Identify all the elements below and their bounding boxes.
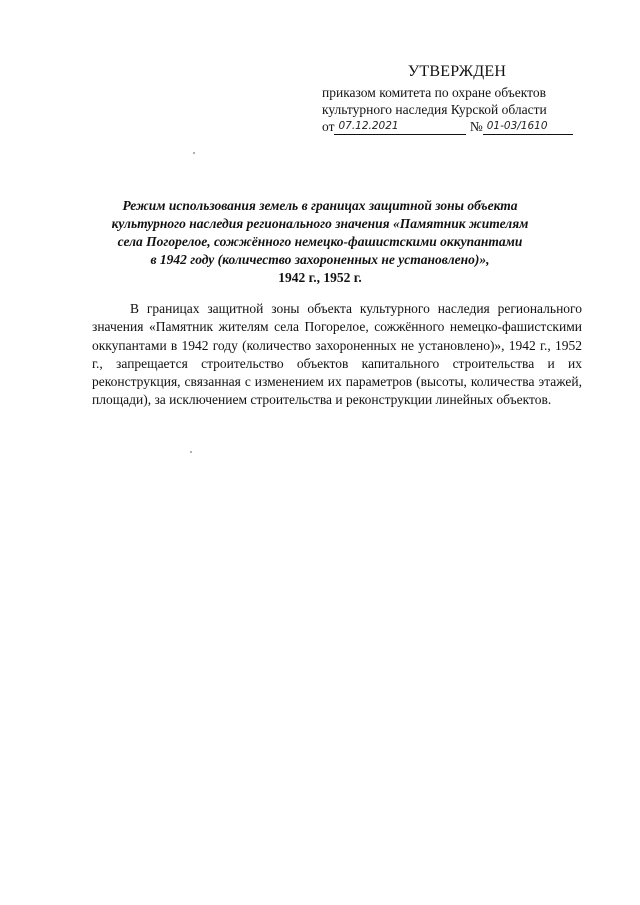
- body-paragraph: В границах защитной зоны объекта культурного наследия регионального значения «Памятник жителям села Погорелое, сожжённого немецко-фашистскими оккупантами в 1942 году (количество захороненных не установлено)», 1942 г., 1952 г., запрещается строительство объектов капитального строительства и их реконструкция, связанная с изменением их параметров (высоты, количества этажей, площади), за исключением строительства и реконструкции линейных объектов.: [92, 301, 582, 408]
- scan-speck: [193, 152, 195, 154]
- title-line-1: Режим использования земель в границах защитной зоны объекта: [122, 198, 518, 213]
- title-line-5: 1942 г., 1952 г.: [278, 270, 362, 285]
- title-line-2: культурного наследия регионального значения «Памятник жителям: [111, 216, 529, 231]
- approval-date-number-line: [322, 118, 592, 135]
- handwritten-date: 07.12.2021: [334, 119, 466, 135]
- number-prefix: №: [469, 119, 483, 134]
- date-prefix: от: [322, 119, 335, 134]
- scan-speck: [190, 451, 192, 453]
- document-title: [100, 197, 540, 287]
- approval-block: [322, 62, 592, 135]
- approval-line-2: культурного наследия Курской области: [322, 102, 547, 117]
- handwritten-number: 01-03/1610: [483, 119, 573, 135]
- approval-line-1: приказом комитета по охране объектов: [322, 85, 546, 100]
- approval-heading: УТВЕРЖДЕН: [407, 63, 507, 80]
- title-line-3: села Погорелое, сожжённого немецко-фашистскими оккупантами: [117, 234, 523, 249]
- title-line-4: в 1942 году (количество захороненных не установлено)»,: [150, 252, 490, 267]
